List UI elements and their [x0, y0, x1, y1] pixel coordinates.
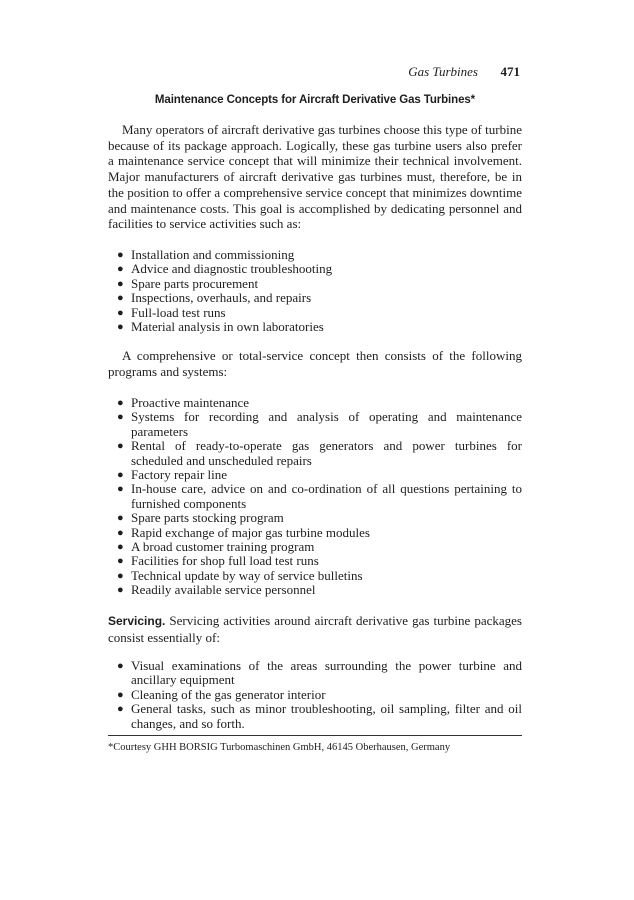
list-item: ● Rapid exchange of major gas turbine modules: [117, 524, 370, 540]
list-item: ● Factory repair line: [117, 467, 228, 483]
bullet-icon: ●: [117, 263, 124, 276]
footnote: *Courtesy GHH BORSIG Turbomaschinen GmbH, 46145 Oberhausen, Germany: [108, 742, 451, 753]
list-item: ● Visual examinations of the areas surrounding the power turbine and ancillary equipment: [117, 658, 522, 688]
page-number: 471: [500, 64, 520, 79]
list-item: ● Cleaning of the gas generator interior: [117, 686, 326, 702]
bullet-icon: ●: [117, 469, 124, 482]
list-item: ● In-house care, advice on and co-ordination of all questions pertaining to furnished components: [117, 481, 522, 511]
bullet-icon: ●: [117, 292, 124, 305]
bullet-icon: ●: [117, 541, 124, 554]
bullet-icon: ●: [117, 483, 124, 496]
bullet-icon: ●: [117, 411, 124, 424]
bullet-icon: ●: [117, 306, 124, 319]
section-title: Maintenance Concepts for Aircraft Derivative Gas Turbines*: [154, 94, 476, 106]
running-head-title: Gas Turbines: [408, 64, 478, 79]
bullet-icon: ●: [117, 397, 124, 409]
list-item: ● Spare parts procurement: [117, 275, 259, 291]
list-item: ● Technical update by way of service bulletins: [117, 567, 363, 583]
list-item: ● Proactive maintenance: [117, 395, 250, 410]
bullet-icon: ●: [117, 512, 124, 525]
list-item: ● Material analysis in own laboratories: [117, 319, 324, 335]
intro-paragraph: Many operators of aircraft derivative gas turbines choose this type of turbine because of its package approach. Logically, these gas turbine users also prefer a maintenance service concept that will minimize their technical involvement. Major manufacturers of aircraft derivative gas turbines must, therefore, be in the position to offer a comprehensive service concept that minimizes downtime and maintenance costs. This goal is accomplished by dedicating personnel and facilities to service activities such as:: [108, 122, 522, 232]
footnote-divider: [108, 735, 522, 736]
bullet-icon: ●: [117, 440, 124, 453]
bullet-icon: ●: [117, 526, 124, 539]
list-item: ● Advice and diagnostic troubleshooting: [117, 261, 333, 277]
running-head: [108, 64, 522, 82]
list-item: ● Full-load test runs: [117, 304, 226, 320]
programs-list: [108, 396, 522, 598]
bullet-icon: ●: [117, 321, 124, 334]
servicing-paragraph: [108, 613, 522, 645]
servicing-text: Servicing activities around aircraft derivative gas turbine packages consist essentially of:: [108, 613, 522, 645]
bullet-icon: ●: [117, 688, 124, 701]
list-item: ● General tasks, such as minor troubleshooting, oil sampling, filter and oil changes, and so forth.: [117, 701, 522, 731]
bullet-icon: ●: [117, 660, 124, 672]
list-item: ● Rental of ready-to-operate gas generators and power turbines for scheduled and unscheduled repairs: [117, 438, 522, 468]
list-item: ● Inspections, overhauls, and repairs: [117, 290, 312, 306]
bullet-icon: ●: [117, 555, 124, 568]
bullet-icon: ●: [117, 249, 124, 261]
list-item: ● A broad customer training program: [117, 539, 315, 555]
bullet-icon: ●: [117, 703, 124, 716]
list-item: ● Spare parts stocking program: [117, 510, 284, 526]
service-activities-list: [108, 248, 522, 334]
bullet-icon: ●: [117, 584, 124, 597]
list-item: ● Readily available service personnel: [117, 582, 316, 598]
servicing-list: [108, 659, 522, 731]
servicing-heading: Servicing.: [108, 614, 166, 628]
list-item: ● Facilities for shop full load test runs: [117, 553, 319, 569]
bullet-icon: ●: [117, 277, 124, 290]
bullet-icon: ●: [117, 569, 124, 582]
list-item: ● Systems for recording and analysis of operating and maintenance parameters: [117, 409, 522, 439]
total-service-paragraph: A comprehensive or total-service concept then consists of the following programs and systems:: [108, 348, 522, 379]
list-item: ● Installation and commissioning: [117, 247, 295, 262]
